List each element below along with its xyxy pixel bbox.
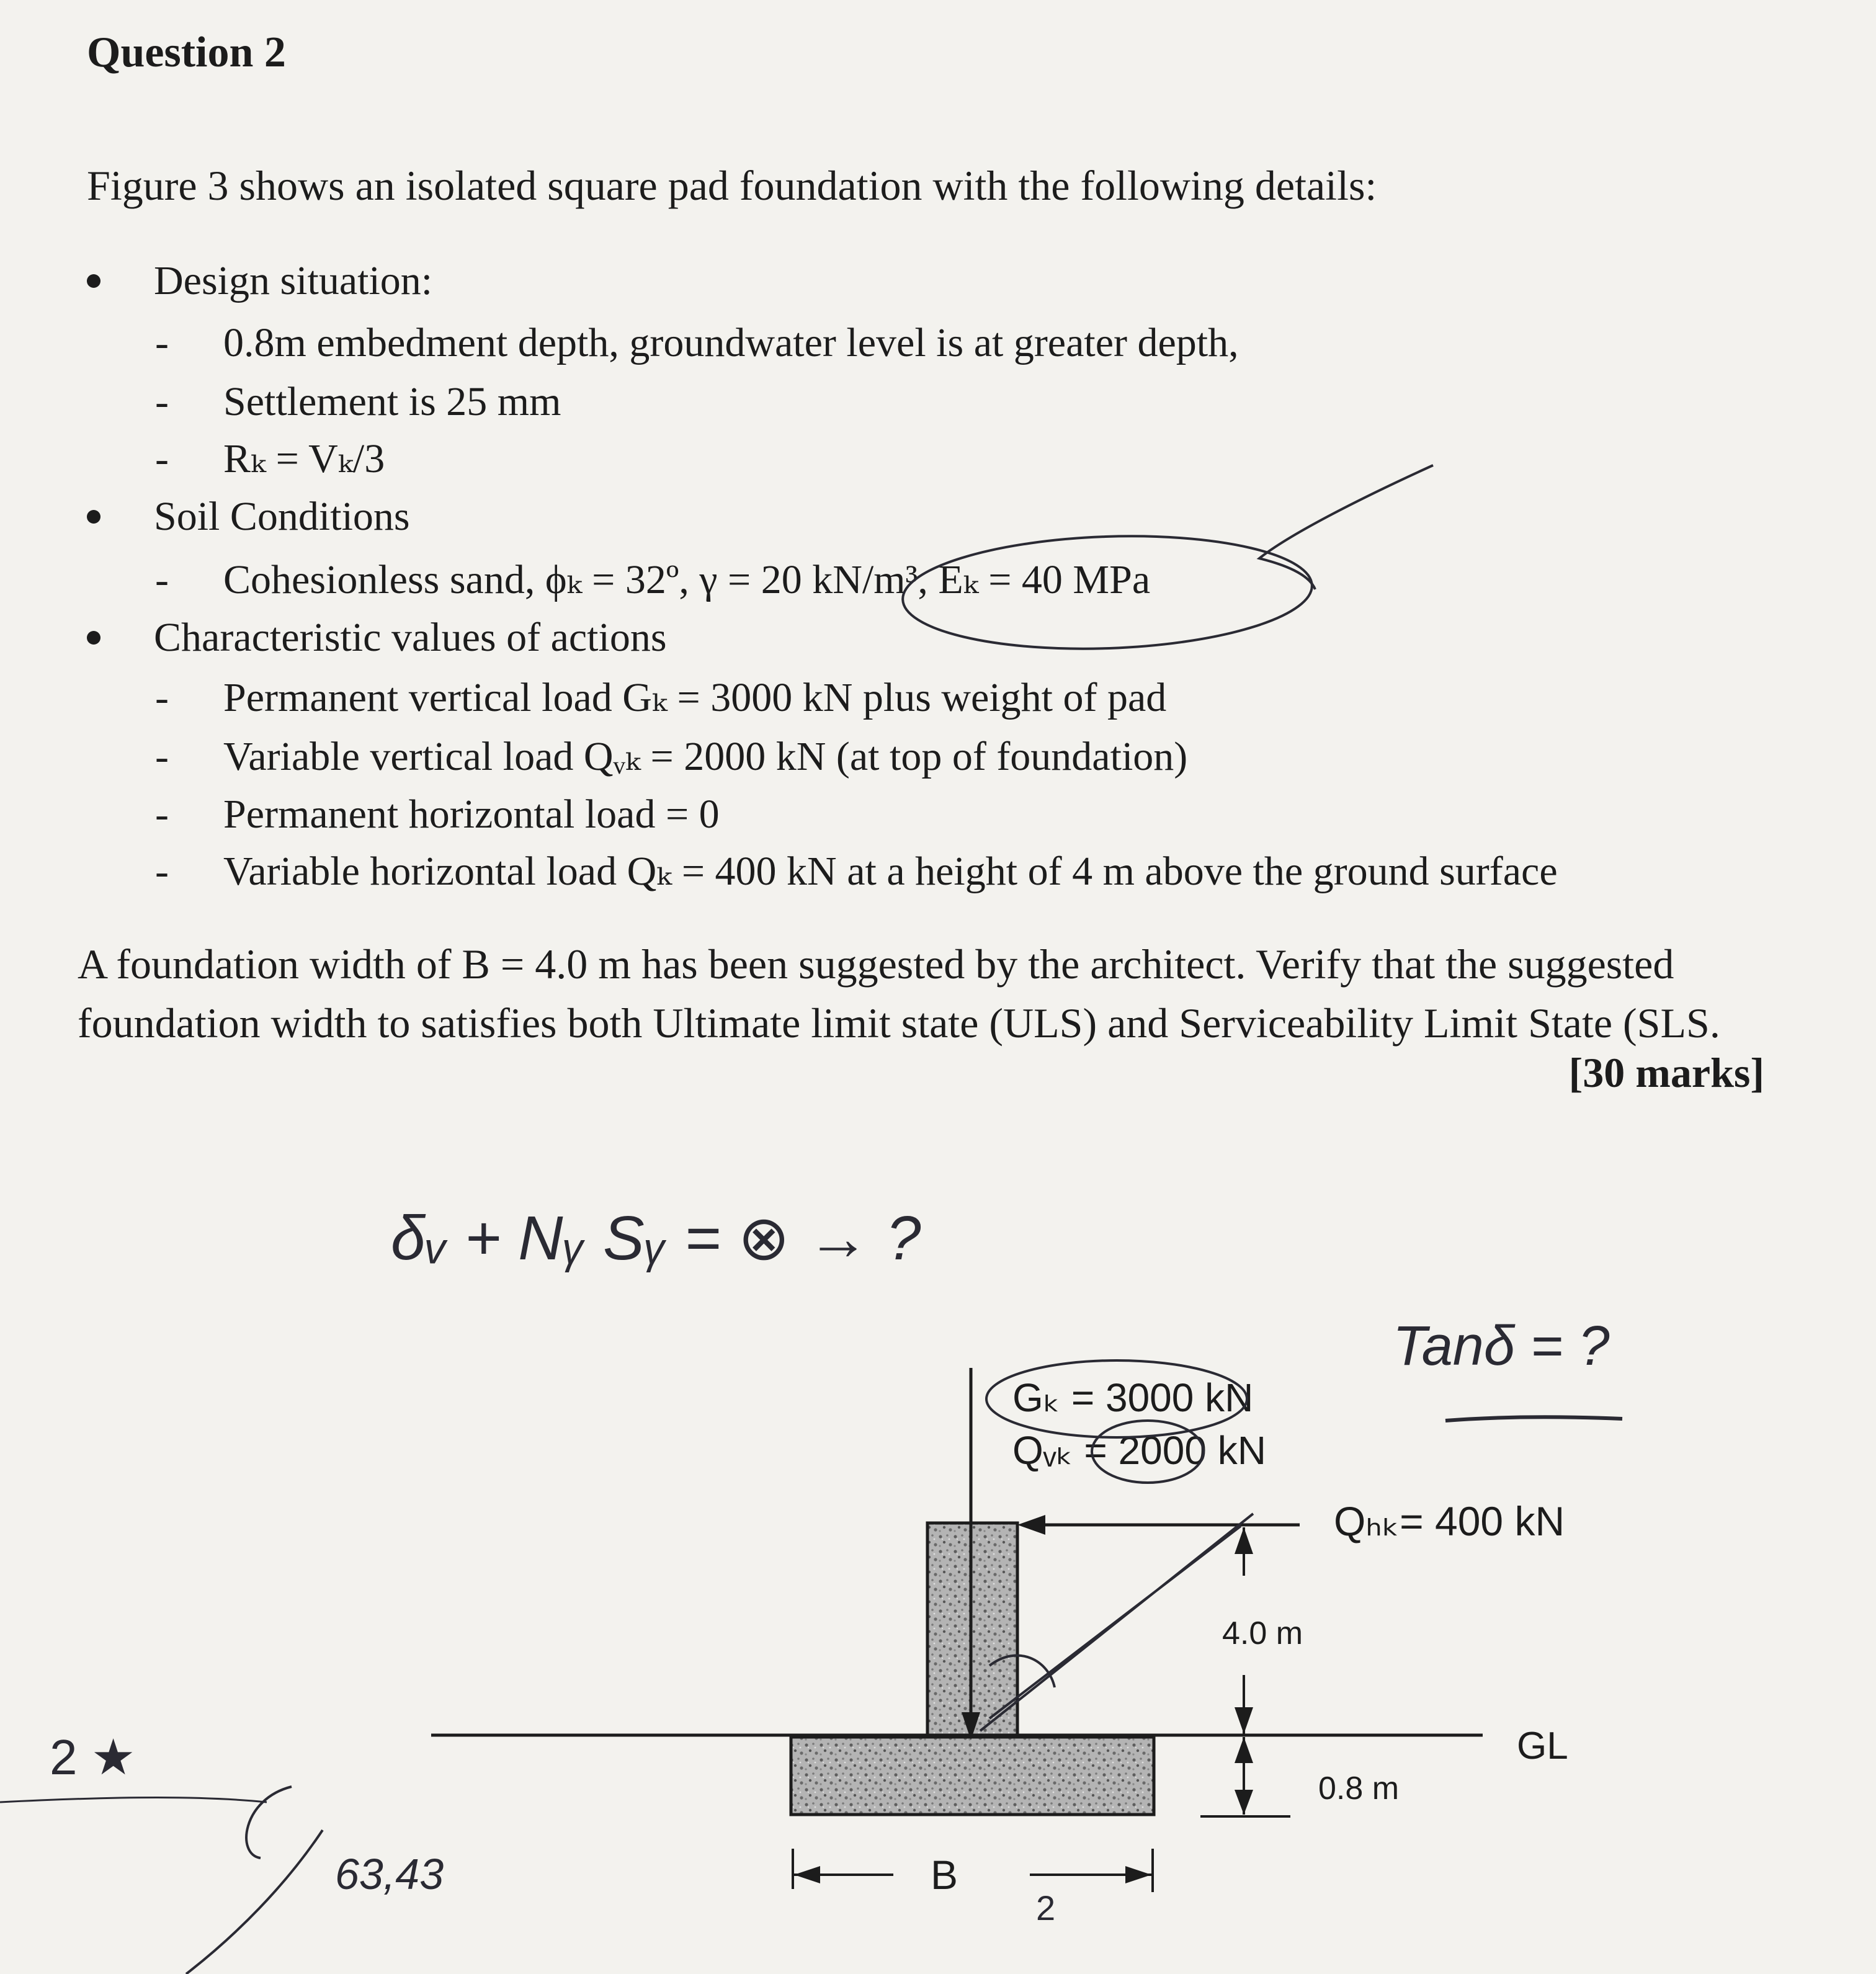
actions-heading: Characteristic values of actions [154, 615, 667, 660]
gl-label: GL [1517, 1725, 1568, 1767]
design-item-resistance: - Rₖ = Vₖ/3 [155, 436, 385, 481]
tan-underline [1445, 1417, 1622, 1421]
height-dimension-arrowhead-bottom [1235, 1707, 1253, 1734]
question-title: Question 2 [87, 29, 286, 76]
depth-label: 0.8 m [1318, 1771, 1400, 1807]
task-line-2: foundation width to satisfies both Ultimate limit state (ULS) and Serviceability Limit State (SLS. [78, 999, 1720, 1047]
action-item-variable-horizontal: - Variable horizontal load Qₖ = 400 kN at a height of 4 m above the ground surface [155, 849, 1558, 894]
pad-footing-shape [791, 1737, 1154, 1815]
handwritten-half-width: 2 [1036, 1888, 1056, 1927]
action-item-permanent-vertical: - Permanent vertical load Gₖ = 3000 kN plus weight of pad [155, 675, 1167, 720]
depth-dimension-arrowhead-bottom [1235, 1790, 1253, 1815]
handwritten-tan-note: Tanδ = ? [1393, 1315, 1610, 1377]
soil-item-sand: - Cohesionless sand, ϕₖ = 32º, γ = 20 kN/m³, Eₖ = 40 MPa [155, 557, 1151, 602]
depth-dimension-arrowhead-top [1235, 1737, 1253, 1763]
soil-conditions-heading: Soil Conditions [154, 494, 410, 539]
design-item-settlement: - Settlement is 25 mm [155, 379, 561, 424]
handwritten-number: 63,43 [335, 1850, 444, 1898]
b-dimension-arrowhead-right [1125, 1866, 1151, 1883]
handwritten-equation: δᵥ + Nᵧ Sᵧ = ⊗ → ? [391, 1204, 921, 1273]
b-dimension-arrowhead-left [794, 1866, 820, 1883]
action-item-permanent-horizontal: - Permanent horizontal load = 0 [155, 792, 720, 837]
circled-modulus-annotation [901, 530, 1314, 656]
question-intro: Figure 3 shows an isolated square pad foundation with the following details: [87, 162, 1377, 209]
b-label: B [931, 1852, 958, 1898]
pen-stroke-bottom-left [186, 1787, 323, 1974]
design-situation-heading: Design situation: [154, 258, 433, 303]
handwritten-left-mark: 2 ★ [50, 1730, 136, 1785]
design-item-embedment: - 0.8m embedment depth, groundwater level is at greater depth, [155, 320, 1239, 365]
height-label: 4.0 m [1222, 1615, 1303, 1651]
task-line-1: A foundation width of B = 4.0 m has been suggested by the architect. Verify that the suggested [78, 940, 1674, 988]
height-dimension-arrowhead-top [1235, 1527, 1253, 1554]
pen-pointer-stroke [1259, 465, 1433, 589]
qhk-label: Qₕₖ= 400 kN [1334, 1498, 1565, 1544]
pen-angle-line [980, 1514, 1253, 1731]
pen-stroke-left [0, 1798, 267, 1803]
gk-label: Gₖ = 3000 kN [1012, 1375, 1254, 1420]
horizontal-load-arrowhead [1017, 1515, 1045, 1535]
qvk-label: Qᵥₖ = 2000 kN [1012, 1428, 1266, 1473]
action-item-variable-vertical: - Variable vertical load Qᵥₖ = 2000 kN (at top of foundation) [155, 734, 1188, 779]
marks-label: [30 marks] [1568, 1049, 1764, 1096]
